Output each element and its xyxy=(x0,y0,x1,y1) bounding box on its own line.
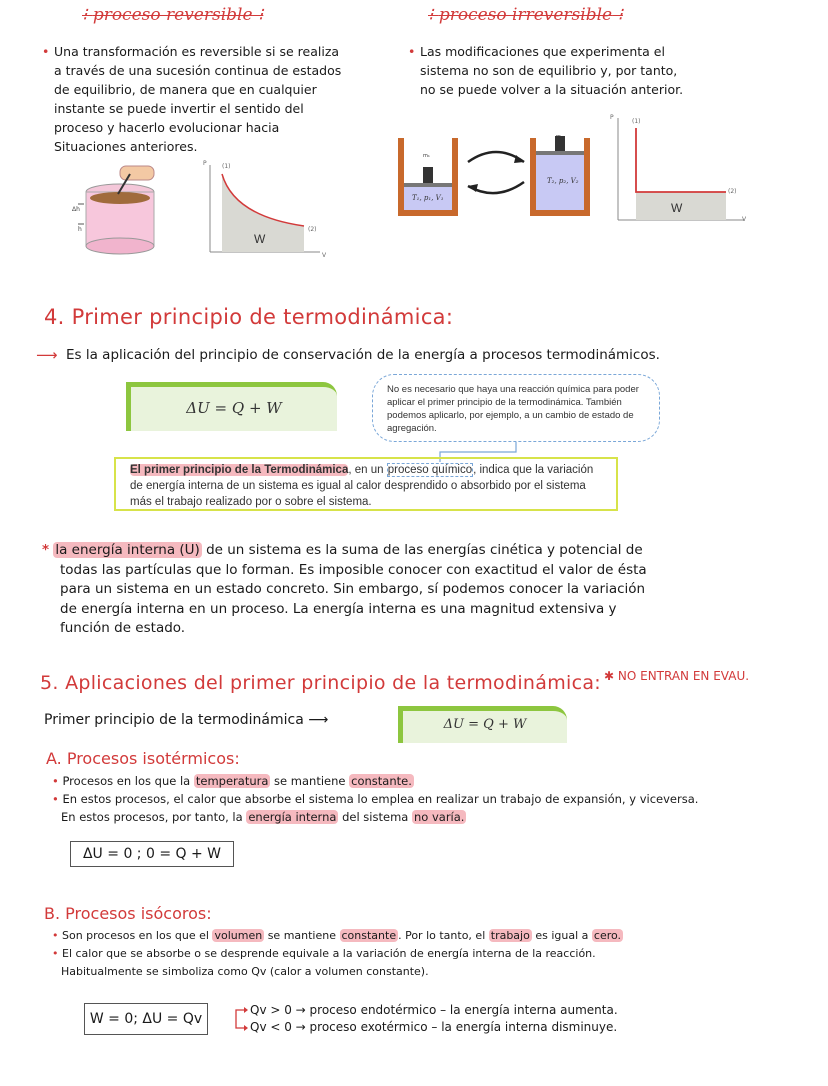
highlight: temperatura xyxy=(195,774,269,788)
text-line: sistema no son de equilibrio y, por tanto, xyxy=(420,63,678,78)
text-line: todas las partículas que lo forman. Es imposible conocer con exactitud el valor de ésta xyxy=(60,561,647,578)
first-law-formula: ΔU = Q + W xyxy=(443,717,527,732)
text-line: instante se puede invertir el sentido del xyxy=(54,101,304,116)
case-exothermic: Qv < 0 → proceso exotérmico – la energía interna disminuye. xyxy=(250,1020,618,1034)
text-line: de energía interna en un proceso. La energía interna es una magnitud extensiva y xyxy=(60,600,617,617)
text-line: función de estado. xyxy=(60,620,186,636)
note-bubble: No es necesario que haya una reacción química para poder aplicar el primer principio de la termodinámica. También podemos aplicarlo, por ejemplo, a un cambio de estado de agregación. xyxy=(372,374,660,442)
case-endothermic: Qv > 0 → proceso endotérmico – la energía interna aumenta. xyxy=(250,1003,618,1017)
internal-energy-highlight: la energía interna (U) xyxy=(55,542,200,558)
reversible-text: • Una transformación es reversible si se realiza a través de una sucesión continua de estados de equilibrio, de manera que en cualquier instante se puede invertir el sentido del proceso y hacerlo evolucionar hacia Situaciones anteriores. xyxy=(42,44,342,154)
text-line: para un sistema en un estado concreto. Sin embargo, sí podemos conocer la variación xyxy=(60,581,646,597)
text-line: de equilibrio, de manera que en cualquier xyxy=(54,82,317,97)
formula-box-2 xyxy=(398,706,567,743)
definition-text: , en un xyxy=(348,464,387,476)
highlight: volumen xyxy=(214,929,263,942)
highlight: constante. xyxy=(351,774,412,788)
isothermal-formula-box: ΔU = 0 ; 0 = Q + W xyxy=(70,841,234,867)
highlight: no varía. xyxy=(413,810,465,824)
axis-p: P xyxy=(610,114,614,121)
axis-v: V xyxy=(322,252,327,259)
isochoric-cases xyxy=(250,1002,618,1036)
long-arrow-icon: ⟶ xyxy=(308,712,329,728)
section-4-title: 4. Primer principio de termodinámica: xyxy=(44,305,454,329)
work-label: W xyxy=(671,201,683,215)
isothermal-title: A. Procesos isotérmicos: xyxy=(46,749,240,768)
highlight: cero. xyxy=(593,929,622,942)
first-law-formula-box xyxy=(126,382,337,431)
definition-text: , indica que la variación de energía interna de un sistema es igual al calor desprendido o absorbido por el sistema más el trabajo realizado por o sobre el sistema. xyxy=(130,464,594,508)
state-1-label: T₁, p₁, V₁ xyxy=(412,194,444,202)
highlight: energía interna xyxy=(248,810,337,824)
evau-warning xyxy=(604,669,749,683)
axis-v: V xyxy=(742,216,747,223)
beaker-figure xyxy=(70,162,170,258)
highlight: trabajo xyxy=(490,929,530,942)
definition-bold: El primer principio de la Termodinámica xyxy=(130,464,349,476)
evau-text: NO ENTRAN EN EVAU. xyxy=(617,669,750,683)
mass-2-label: m₂ xyxy=(556,134,563,140)
isochoric-formula-box: W = 0; ΔU = Qv xyxy=(84,1003,208,1035)
text-line: proceso y hacerlo evolucionar hacia xyxy=(54,120,280,135)
point-1: (1) xyxy=(632,118,641,125)
isochoric-list: • Son procesos en los que el volumen se mantiene constante . Por lo tanto, el trabajo es igual a cero. • El calor que se absorbe o se desprende equivale a la variación de energía interna de la reacción. Habitualmente se simboliza como Qv (calor a volumen constante). xyxy=(52,929,622,978)
isochoric-title: B. Procesos isócoros: xyxy=(44,904,212,923)
star-icon: ✱ xyxy=(604,669,618,683)
asterisk-icon: * xyxy=(42,542,50,558)
text-line: Las modificaciones que experimenta el xyxy=(420,44,665,59)
point-2: (2) xyxy=(308,226,317,233)
dh-label: Δh xyxy=(72,206,80,213)
text-line: a través de una sucesión continua de estados xyxy=(54,63,342,78)
arrow-right-icon: ⟶ xyxy=(36,346,58,364)
first-law-formula: ΔU = Q + W xyxy=(186,399,282,417)
piston-figure xyxy=(396,130,606,220)
point-1: (1) xyxy=(222,163,231,170)
state-2-label: T₂, p₂, V₂ xyxy=(547,177,579,185)
text-line: no se puede volver a la situación anterior. xyxy=(420,82,684,97)
internal-energy-paragraph xyxy=(42,541,802,639)
highlight: constante xyxy=(341,929,397,942)
irreversible-title: ⁝ proceso irreversible ⁝ xyxy=(428,5,623,25)
lead-label: Primer principio de la termodinámica xyxy=(44,712,304,728)
definition-box xyxy=(114,457,618,511)
h-label: h xyxy=(78,226,82,233)
text-line: Situaciones anteriores. xyxy=(54,139,198,154)
irreversible-text: • Las modificaciones que experimenta el sistema no son de equilibrio y, por tanto, no se puede volver a la situación anterior. xyxy=(408,44,684,97)
isothermal-list: • Procesos en los que la temperatura se mantiene constante. • En estos procesos, el calor que absorbe el sistema lo emplea en realizar un trabajo de expansión, y viceversa. En estos procesos, por tanto, la energía interna del sistema no varía. xyxy=(52,774,699,824)
first-law-statement: Es la aplicación del principio de conservación de la energía a procesos termodinámicos. xyxy=(66,347,660,363)
axis-p: P xyxy=(203,160,207,167)
reversible-title: ⁝ proceso reversible ⁝ xyxy=(82,5,264,25)
section-5-title: 5. Aplicaciones del primer principio de la termodinámica: xyxy=(40,672,601,694)
process-link: proceso químico xyxy=(387,464,473,476)
text-line: Una transformación es reversible si se realiza xyxy=(54,44,340,59)
work-label: W xyxy=(254,232,266,246)
bracket-arrows xyxy=(230,1006,250,1032)
text-line: de un sistema es la suma de las energías cinética y potencial de xyxy=(201,542,643,558)
mass-1-label: m₁ xyxy=(423,153,430,159)
lead-text xyxy=(44,712,328,728)
point-2: (2) xyxy=(728,188,737,195)
